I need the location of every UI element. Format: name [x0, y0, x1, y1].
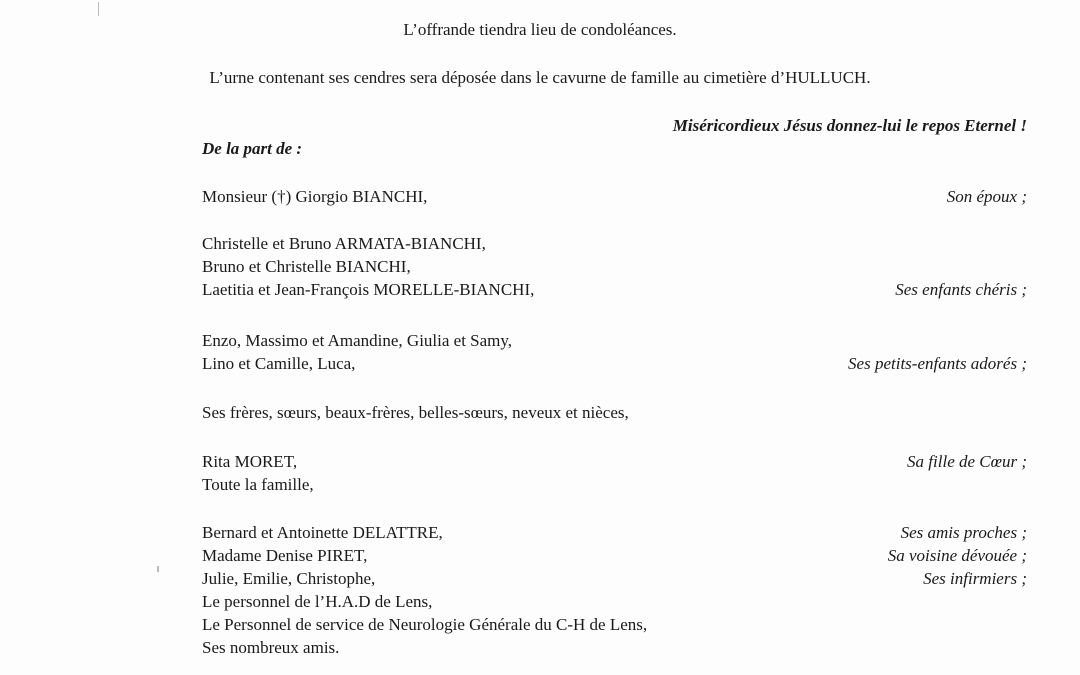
family-line-names: Rita MORET, — [202, 452, 298, 471]
family-line-names: Bruno et Christelle BIANCHI, — [202, 257, 411, 276]
family-line-names: Ses frères, sœurs, beaux-frères, belles-sœurs, neveux et nièces, — [202, 403, 629, 422]
family-line — [202, 278, 1027, 301]
family-line — [202, 473, 1027, 496]
family-line-relation: Ses enfants chéris ; — [895, 280, 1027, 299]
family-line-names: Toute la famille, — [202, 475, 314, 494]
family-line-names: Enzo, Massimo et Amandine, Giulia et Samy, — [202, 331, 513, 350]
scan-speck — [98, 2, 99, 16]
family-line-names: Madame Denise PIRET, — [202, 546, 368, 565]
family-line-names: Le personnel de l’H.A.D de Lens, — [202, 592, 433, 611]
from-label: De la part de : — [202, 139, 303, 158]
urn-notice: L’urne contenant ses cendres sera déposée dans le cavurne de famille au cimetière d’HULLUCH. — [209, 68, 871, 87]
family-line-relation: Sa fille de Cœur ; — [907, 452, 1027, 471]
family-line-names: Le Personnel de service de Neurologie Générale du C-H de Lens, — [202, 615, 648, 634]
family-line — [202, 329, 1027, 352]
family-line — [202, 613, 1027, 636]
family-line-names: Julie, Emilie, Christophe, — [202, 569, 376, 588]
family-line-relation: Sa voisine dévouée ; — [887, 546, 1027, 565]
family-line-names: Ses nombreux amis. — [202, 638, 340, 657]
family-line — [202, 450, 1027, 473]
scan-speck — [157, 566, 159, 572]
family-line — [202, 232, 1027, 255]
family-line — [202, 352, 1027, 375]
family-line — [202, 544, 1027, 567]
family-line — [202, 401, 1027, 424]
family-line — [202, 590, 1027, 613]
family-line-names: Monsieur (†) Giorgio BIANCHI, — [202, 187, 428, 206]
family-line — [202, 636, 1027, 659]
family-line — [202, 185, 1027, 208]
family-line — [202, 521, 1027, 544]
family-line-relation: Son époux ; — [946, 187, 1027, 206]
prayer-line: Miséricordieux Jésus donnez-lui le repos Eternel ! — [672, 116, 1027, 135]
family-line — [202, 255, 1027, 278]
family-line-names: Lino et Camille, Luca, — [202, 354, 356, 373]
family-line-names: Christelle et Bruno ARMATA-BIANCHI, — [202, 234, 486, 253]
family-line-relation: Ses infirmiers ; — [923, 569, 1027, 588]
family-line-names: Laetitia et Jean-François MORELLE-BIANCHI, — [202, 280, 535, 299]
family-line-relation: Ses petits-enfants adorés ; — [848, 354, 1027, 373]
family-line — [202, 567, 1027, 590]
family-line-relation: Ses amis proches ; — [900, 523, 1027, 542]
family-line-names: Bernard et Antoinette DELATTRE, — [202, 523, 443, 542]
offering-notice: L’offrande tiendra lieu de condoléances. — [403, 20, 677, 39]
